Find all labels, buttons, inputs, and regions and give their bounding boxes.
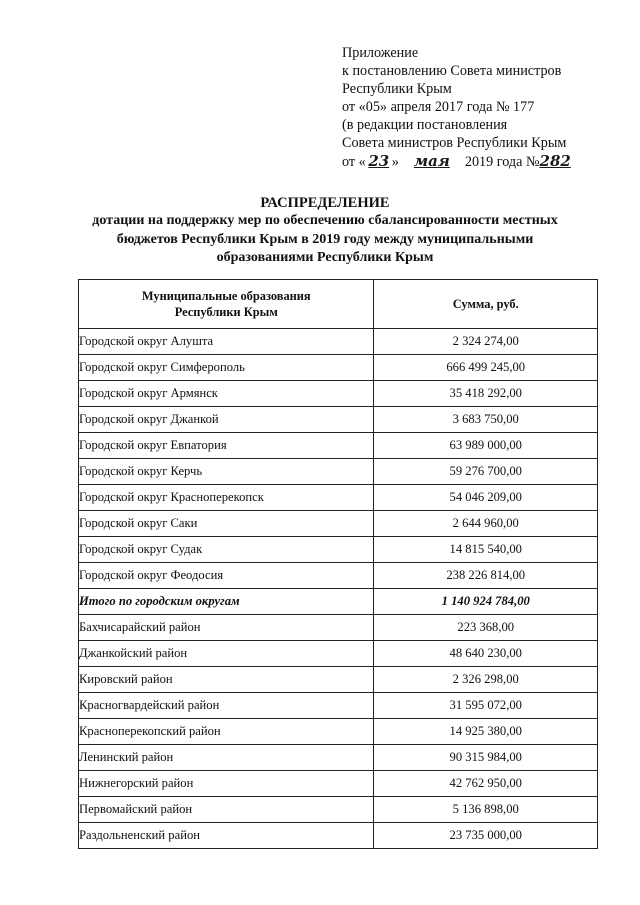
table-row [79, 459, 598, 485]
row-sum: 14 925 380,00 [374, 719, 598, 745]
row-name: Первомайский район [79, 797, 374, 823]
table-row [79, 485, 598, 511]
row-name: Городской округ Судак [79, 537, 374, 563]
row-sum: 48 640 230,00 [374, 641, 598, 667]
row-name: Джанкойский район [79, 641, 374, 667]
subtitle-line: бюджетов Республики Крым в 2019 году между муниципальными [116, 231, 534, 247]
table-row [79, 771, 598, 797]
table-row [79, 615, 598, 641]
table-row [79, 329, 598, 355]
subtitle-line: образованиями Республики Крым [216, 250, 434, 265]
row-sum: 666 499 245,00 [374, 355, 598, 381]
table-row [79, 433, 598, 459]
row-name: Красноперекопский район [79, 719, 374, 745]
table-total-row [79, 589, 598, 615]
row-sum: 238 226 814,00 [374, 563, 598, 589]
header-municipality [79, 280, 374, 329]
table-row [79, 641, 598, 667]
row-sum: 42 762 950,00 [374, 771, 598, 797]
handwritten-month: мая [413, 152, 450, 170]
row-name: Нижнегорский район [79, 771, 374, 797]
row-sum: 3 683 750,00 [374, 407, 598, 433]
row-name: Бахчисарайский район [79, 615, 374, 641]
table-row [79, 797, 598, 823]
table-row [79, 511, 598, 537]
annex-line: Совета министров Республики Крым [342, 135, 567, 151]
row-name: Красногвардейский район [79, 693, 374, 719]
table-row [79, 719, 598, 745]
row-sum: 54 046 209,00 [374, 485, 598, 511]
annex-line: от «05» апреля 2017 года № 177 [342, 99, 535, 115]
table-row [79, 355, 598, 381]
total-sum: 1 140 924 784,00 [374, 589, 598, 615]
annex-line: (в редакции постановления [342, 117, 508, 133]
table-row [79, 537, 598, 563]
row-name: Городской округ Красноперекопск [79, 485, 374, 511]
header-name-line: Республики Крым [174, 305, 278, 319]
row-name: Городской округ Евпатория [79, 433, 374, 459]
annex-header [342, 44, 632, 171]
annex-line: Республики Крым [342, 81, 452, 97]
handwritten-day: 23 [368, 152, 390, 170]
annex-date-line [342, 152, 632, 171]
annex-line: Приложение [342, 45, 419, 61]
date-quote: » [391, 154, 399, 170]
row-sum: 23 735 000,00 [374, 823, 598, 849]
row-name: Городской округ Саки [79, 511, 374, 537]
total-label: Итого по городским округам [79, 589, 374, 615]
date-year: 2019 года № [464, 154, 540, 170]
subtitle-line: дотации на поддержку мер по обеспечению сбалансированности местных [92, 213, 558, 228]
row-sum: 59 276 700,00 [374, 459, 598, 485]
row-sum: 31 595 072,00 [374, 693, 598, 719]
table-row [79, 693, 598, 719]
row-sum: 35 418 292,00 [374, 381, 598, 407]
table-row [79, 563, 598, 589]
row-sum: 63 989 000,00 [374, 433, 598, 459]
header-sum: Сумма, руб. [374, 280, 598, 329]
date-prefix: от « [342, 154, 366, 170]
handwritten-number: 282 [539, 152, 571, 170]
row-name: Городской округ Симферополь [79, 355, 374, 381]
row-name: Городской округ Алушта [79, 329, 374, 355]
table-row [79, 381, 598, 407]
row-name: Городской округ Армянск [79, 381, 374, 407]
row-name: Ленинский район [79, 745, 374, 771]
row-sum: 2 324 274,00 [374, 329, 598, 355]
table-row [79, 745, 598, 771]
table-row [79, 667, 598, 693]
row-sum: 5 136 898,00 [374, 797, 598, 823]
header-name-line: Муниципальные образования [141, 289, 311, 303]
row-sum: 14 815 540,00 [374, 537, 598, 563]
row-sum: 2 644 960,00 [374, 511, 598, 537]
row-name: Городской округ Керчь [79, 459, 374, 485]
row-sum: 2 326 298,00 [374, 667, 598, 693]
table-row [79, 823, 598, 849]
annex-line: к постановлению Совета министров [342, 63, 562, 79]
row-sum: 223 368,00 [374, 615, 598, 641]
row-name: Кировский район [79, 667, 374, 693]
row-name: Городской округ Джанкой [79, 407, 374, 433]
document-subtitle [60, 212, 590, 268]
row-name: Раздольненский район [79, 823, 374, 849]
row-sum: 90 315 984,00 [374, 745, 598, 771]
table-header-row [79, 280, 598, 329]
table-row [79, 407, 598, 433]
row-name: Городской округ Феодосия [79, 563, 374, 589]
document-title: РАСПРЕДЕЛЕНИЕ [260, 195, 390, 211]
distribution-table [78, 279, 598, 849]
